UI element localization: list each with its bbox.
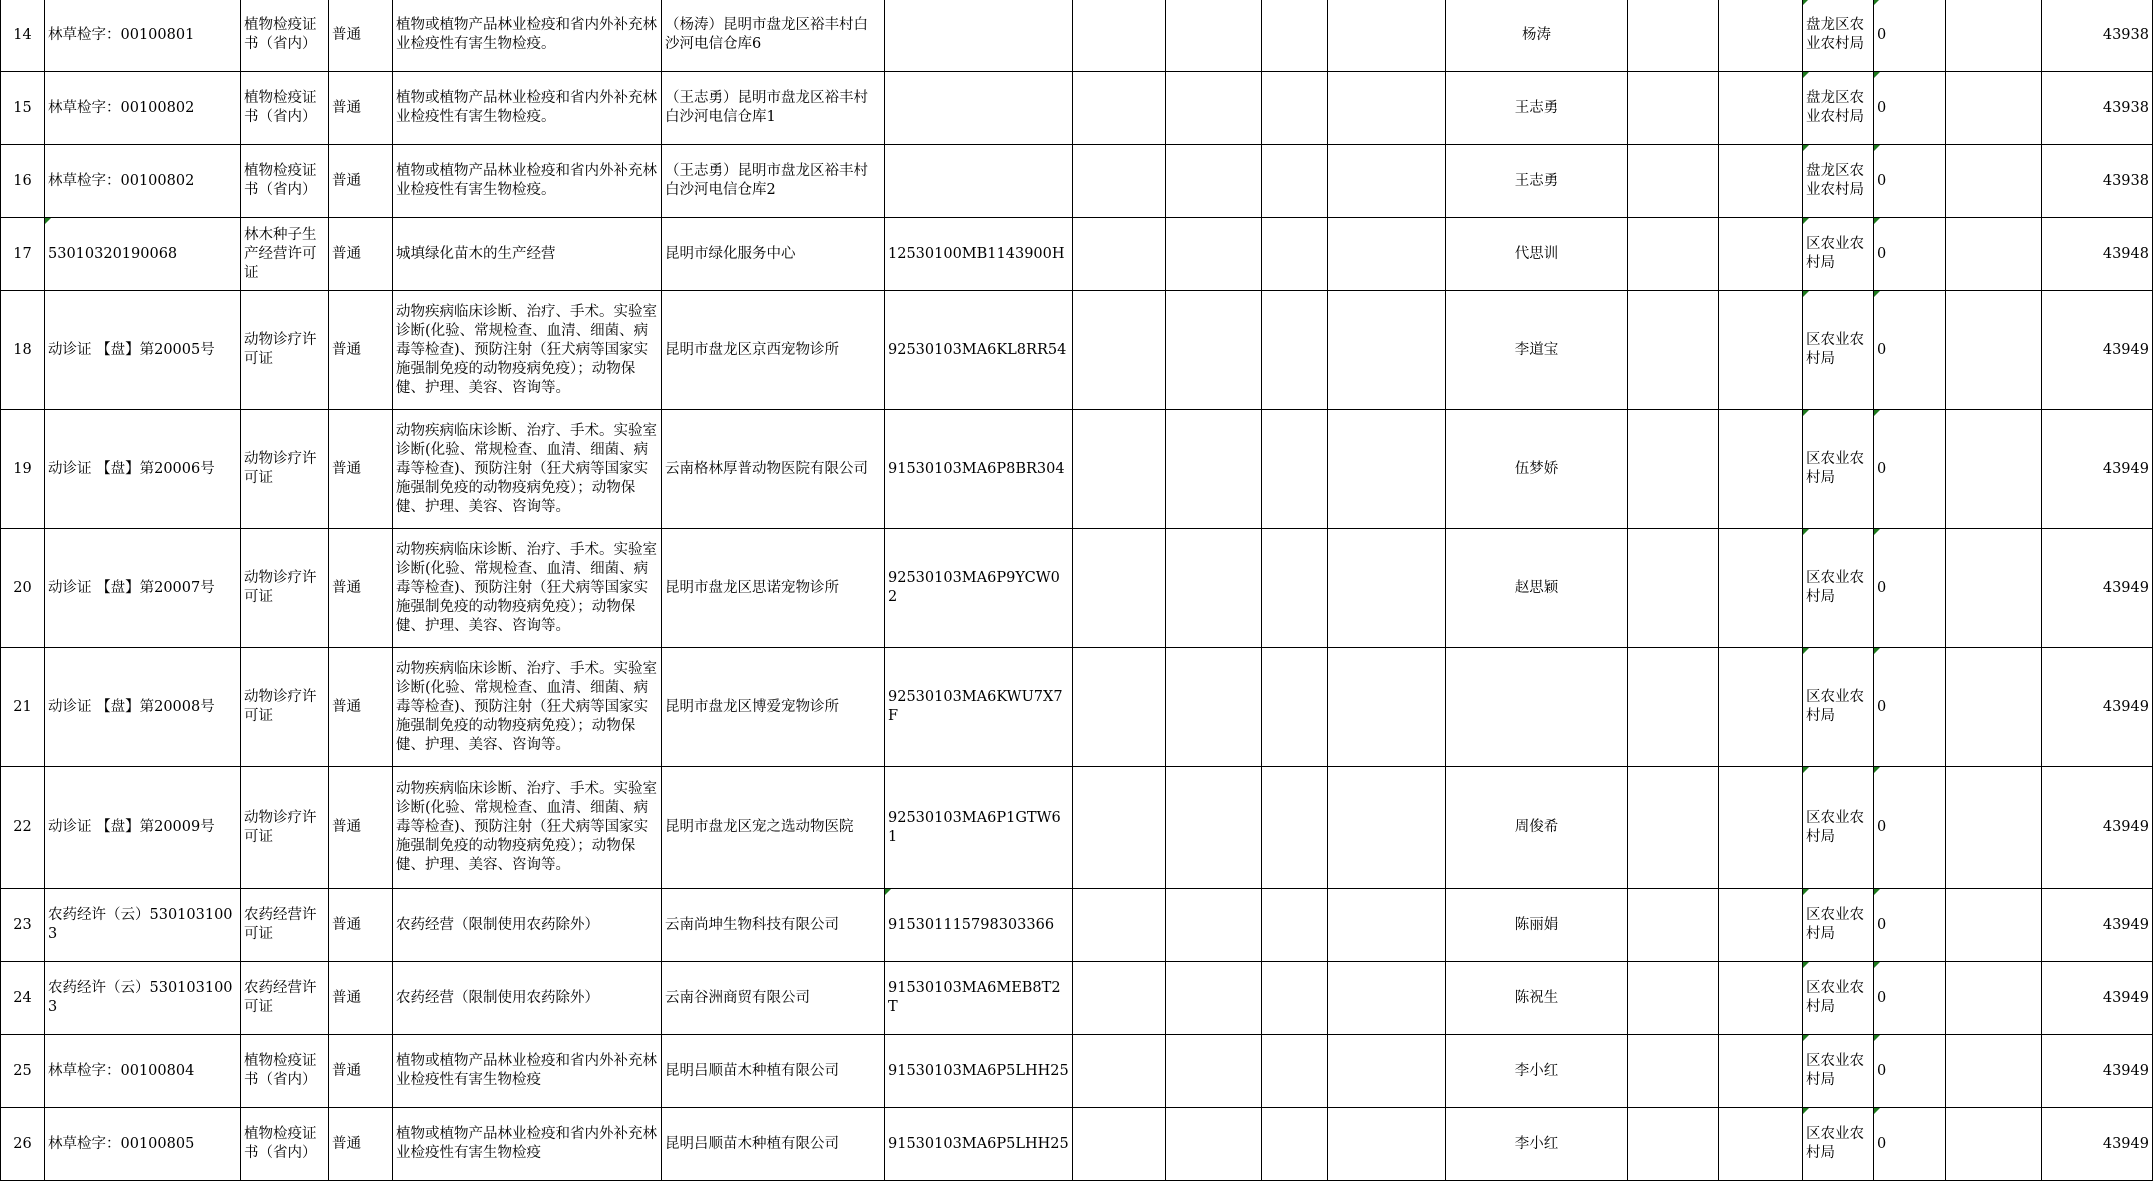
table-row [1, 0, 2153, 72]
cell-legal-person[interactable]: 李道宝 [1446, 291, 1628, 410]
table-row [1, 145, 2153, 218]
cell-empty[interactable] [1946, 72, 2042, 145]
cell-category[interactable]: 普通 [329, 1108, 393, 1181]
cell-empty[interactable] [1719, 529, 1803, 648]
cell-license-scope[interactable]: 植物或植物产品林业检疫和省内外补充林业检疫性有害生物检疫。 [393, 0, 662, 72]
cell-row-number[interactable]: 25 [1, 1035, 45, 1108]
cell-license-scope[interactable]: 植物或植物产品林业检疫和省内外补充林业检疫性有害生物检疫 [393, 1035, 662, 1108]
cell-empty[interactable] [1262, 410, 1328, 529]
cell-license-scope[interactable]: 动物疾病临床诊断、治疗、手术。实验室诊断(化验、常规检查、血清、细菌、病毒等检查)、预防注射（狂犬病等国家实施强制免疫的动物疫病免疫）；动物保健、护理、美容、咨询等。 [393, 529, 662, 648]
cell-empty[interactable] [1262, 1035, 1328, 1108]
cell-certificate-number[interactable]: 动诊证 【盘】第20006号 [45, 410, 241, 529]
cell-empty[interactable] [1719, 889, 1803, 962]
cell-status[interactable]: 0 [1874, 648, 1946, 767]
cell-empty[interactable] [1719, 767, 1803, 889]
cell-empty[interactable] [1328, 767, 1446, 889]
cell-holder-name[interactable]: 云南谷洲商贸有限公司 [662, 962, 885, 1035]
cell-empty[interactable] [1262, 962, 1328, 1035]
cell-credit-code[interactable]: 91530103MA6P8BR304 [885, 410, 1073, 529]
cell-empty[interactable] [1166, 767, 1262, 889]
cell-credit-code[interactable]: 12530100MB1143900H [885, 218, 1073, 291]
cell-row-number[interactable]: 20 [1, 529, 45, 648]
cell-status[interactable]: 0 [1874, 962, 1946, 1035]
cell-empty[interactable] [1262, 72, 1328, 145]
cell-authority[interactable]: 区农业农村局 [1803, 218, 1874, 291]
table-row [1, 648, 2153, 767]
cell-empty[interactable] [1628, 962, 1719, 1035]
table-row [1, 767, 2153, 889]
cell-row-number[interactable]: 18 [1, 291, 45, 410]
cell-category[interactable]: 普通 [329, 648, 393, 767]
cell-category[interactable]: 普通 [329, 962, 393, 1035]
cell-license-scope[interactable]: 农药经营（限制使用农药除外） [393, 889, 662, 962]
cell-empty[interactable] [1166, 218, 1262, 291]
cell-empty[interactable] [1719, 291, 1803, 410]
cell-empty[interactable] [1719, 410, 1803, 529]
cell-legal-person[interactable]: 伍梦娇 [1446, 410, 1628, 529]
cell-license-scope[interactable]: 植物或植物产品林业检疫和省内外补充林业检疫性有害生物检疫 [393, 1108, 662, 1181]
cell-certificate-type[interactable]: 植物检疫证书（省内） [241, 0, 329, 72]
cell-row-number[interactable]: 15 [1, 72, 45, 145]
cell-status[interactable]: 0 [1874, 889, 1946, 962]
cell-empty[interactable] [1719, 648, 1803, 767]
cell-holder-name[interactable]: 昆明市盘龙区京西宠物诊所 [662, 291, 885, 410]
cell-status[interactable]: 0 [1874, 72, 1946, 145]
cell-empty[interactable] [1719, 72, 1803, 145]
cell-authority[interactable]: 区农业农村局 [1803, 1108, 1874, 1181]
table-row [1, 1035, 2153, 1108]
cell-authority[interactable]: 区农业农村局 [1803, 410, 1874, 529]
cell-empty[interactable] [1628, 72, 1719, 145]
cell-empty[interactable] [1946, 767, 2042, 889]
cell-legal-person[interactable]: 代思训 [1446, 218, 1628, 291]
cell-empty[interactable] [1328, 72, 1446, 145]
cell-date[interactable]: 43949 [2042, 291, 2153, 410]
cell-status[interactable]: 0 [1874, 410, 1946, 529]
cell-certificate-type[interactable]: 动物诊疗许可证 [241, 291, 329, 410]
cell-empty[interactable] [1628, 218, 1719, 291]
cell-category[interactable]: 普通 [329, 145, 393, 218]
cell-empty[interactable] [1628, 648, 1719, 767]
cell-authority[interactable]: 盘龙区农业农村局 [1803, 145, 1874, 218]
cell-empty[interactable] [1628, 0, 1719, 72]
cell-authority[interactable]: 区农业农村局 [1803, 889, 1874, 962]
cell-credit-code[interactable]: 92530103MA6P9YCW02 [885, 529, 1073, 648]
cell-empty[interactable] [1262, 145, 1328, 218]
cell-empty[interactable] [1946, 529, 2042, 648]
cell-credit-code[interactable]: 91530103MA6P5LHH25 [885, 1035, 1073, 1108]
cell-date[interactable]: 43949 [2042, 410, 2153, 529]
cell-empty[interactable] [1073, 648, 1166, 767]
cell-license-scope[interactable]: 植物或植物产品林业检疫和省内外补充林业检疫性有害生物检疫。 [393, 145, 662, 218]
cell-empty[interactable] [1166, 410, 1262, 529]
cell-date[interactable]: 43949 [2042, 648, 2153, 767]
cell-legal-person[interactable]: 杨涛 [1446, 0, 1628, 72]
cell-legal-person[interactable] [1446, 648, 1628, 767]
cell-credit-code[interactable]: 92530103MA6KWU7X7F [885, 648, 1073, 767]
cell-holder-name[interactable]: 昆明吕顺苗木种植有限公司 [662, 1108, 885, 1181]
table-row [1, 529, 2153, 648]
cell-authority[interactable]: 区农业农村局 [1803, 767, 1874, 889]
cell-status[interactable]: 0 [1874, 1035, 1946, 1108]
cell-empty[interactable] [1719, 0, 1803, 72]
cell-empty[interactable] [1628, 889, 1719, 962]
cell-empty[interactable] [1328, 410, 1446, 529]
cell-empty[interactable] [1946, 291, 2042, 410]
cell-empty[interactable] [1946, 145, 2042, 218]
cell-holder-name[interactable]: 昆明市盘龙区博爱宠物诊所 [662, 648, 885, 767]
cell-certificate-type[interactable]: 植物检疫证书（省内） [241, 145, 329, 218]
cell-row-number[interactable]: 23 [1, 889, 45, 962]
cell-empty[interactable] [1262, 1108, 1328, 1181]
cell-empty[interactable] [1719, 218, 1803, 291]
cell-legal-person[interactable]: 李小红 [1446, 1108, 1628, 1181]
cell-empty[interactable] [1073, 291, 1166, 410]
cell-empty[interactable] [1946, 962, 2042, 1035]
cell-date[interactable]: 43948 [2042, 218, 2153, 291]
table-row [1, 1108, 2153, 1181]
cell-row-number[interactable]: 14 [1, 0, 45, 72]
cell-certificate-type[interactable]: 农药经营许可证 [241, 889, 329, 962]
cell-category[interactable]: 普通 [329, 1035, 393, 1108]
cell-empty[interactable] [1328, 889, 1446, 962]
table-body [1, 0, 2153, 1181]
cell-status[interactable]: 0 [1874, 767, 1946, 889]
cell-empty[interactable] [1073, 410, 1166, 529]
cell-row-number[interactable]: 22 [1, 767, 45, 889]
cell-empty[interactable] [1719, 1035, 1803, 1108]
cell-holder-name[interactable]: （王志勇）昆明市盘龙区裕丰村白沙河电信仓库2 [662, 145, 885, 218]
cell-empty[interactable] [1166, 962, 1262, 1035]
cell-empty[interactable] [1073, 72, 1166, 145]
cell-date[interactable]: 43949 [2042, 962, 2153, 1035]
cell-certificate-type[interactable]: 动物诊疗许可证 [241, 410, 329, 529]
cell-credit-code[interactable]: 92530103MA6KL8RR54 [885, 291, 1073, 410]
cell-certificate-number[interactable]: 动诊证 【盘】第20007号 [45, 529, 241, 648]
cell-empty[interactable] [1073, 889, 1166, 962]
cell-empty[interactable] [1628, 410, 1719, 529]
cell-date[interactable]: 43938 [2042, 145, 2153, 218]
cell-legal-person[interactable]: 陈丽娟 [1446, 889, 1628, 962]
cell-empty[interactable] [1719, 145, 1803, 218]
cell-empty[interactable] [1262, 889, 1328, 962]
cell-certificate-type[interactable]: 动物诊疗许可证 [241, 648, 329, 767]
cell-empty[interactable] [1328, 648, 1446, 767]
cell-legal-person[interactable]: 赵思颖 [1446, 529, 1628, 648]
cell-status[interactable]: 0 [1874, 218, 1946, 291]
cell-empty[interactable] [1628, 291, 1719, 410]
cell-authority[interactable]: 区农业农村局 [1803, 291, 1874, 410]
cell-empty[interactable] [1628, 767, 1719, 889]
cell-holder-name[interactable]: （王志勇）昆明市盘龙区裕丰村白沙河电信仓库1 [662, 72, 885, 145]
cell-empty[interactable] [1946, 0, 2042, 72]
table-row [1, 962, 2153, 1035]
cell-legal-person[interactable]: 李小红 [1446, 1035, 1628, 1108]
cell-empty[interactable] [1328, 291, 1446, 410]
cell-authority[interactable]: 区农业农村局 [1803, 529, 1874, 648]
cell-holder-name[interactable]: （杨涛）昆明市盘龙区裕丰村白沙河电信仓库6 [662, 0, 885, 72]
table-row [1, 889, 2153, 962]
cell-empty[interactable] [1628, 1108, 1719, 1181]
cell-empty[interactable] [1628, 145, 1719, 218]
cell-category[interactable]: 普通 [329, 72, 393, 145]
table-row [1, 410, 2153, 529]
cell-certificate-type[interactable]: 林木种子生产经营许可证 [241, 218, 329, 291]
cell-holder-name[interactable]: 云南格林厚普动物医院有限公司 [662, 410, 885, 529]
cell-date[interactable]: 43938 [2042, 72, 2153, 145]
cell-row-number[interactable]: 16 [1, 145, 45, 218]
cell-holder-name[interactable]: 云南尚坤生物科技有限公司 [662, 889, 885, 962]
cell-date[interactable]: 43949 [2042, 889, 2153, 962]
cell-legal-person[interactable]: 王志勇 [1446, 145, 1628, 218]
cell-empty[interactable] [1166, 1035, 1262, 1108]
cell-certificate-number[interactable]: 动诊证 【盘】第20008号 [45, 648, 241, 767]
cell-credit-code[interactable]: 91530103MA6MEB8T2T [885, 962, 1073, 1035]
cell-empty[interactable] [1166, 889, 1262, 962]
cell-empty[interactable] [1719, 962, 1803, 1035]
cell-certificate-number[interactable]: 林草检字：00100805 [45, 1108, 241, 1181]
cell-authority[interactable]: 盘龙区农业农村局 [1803, 72, 1874, 145]
cell-status[interactable]: 0 [1874, 529, 1946, 648]
cell-legal-person[interactable]: 周俊希 [1446, 767, 1628, 889]
cell-license-scope[interactable]: 动物疾病临床诊断、治疗、手术。实验室诊断(化验、常规检查、血清、细菌、病毒等检查)、预防注射（狂犬病等国家实施强制免疫的动物疫病免疫）；动物保健、护理、美容、咨询等。 [393, 767, 662, 889]
cell-row-number[interactable]: 21 [1, 648, 45, 767]
cell-empty[interactable] [1328, 145, 1446, 218]
cell-empty[interactable] [1073, 1108, 1166, 1181]
cell-row-number[interactable]: 24 [1, 962, 45, 1035]
cell-authority[interactable]: 区农业农村局 [1803, 648, 1874, 767]
cell-credit-code[interactable] [885, 145, 1073, 218]
cell-category[interactable]: 普通 [329, 889, 393, 962]
cell-authority[interactable]: 区农业农村局 [1803, 1035, 1874, 1108]
cell-empty[interactable] [1166, 1108, 1262, 1181]
cell-empty[interactable] [1073, 145, 1166, 218]
cell-certificate-number[interactable]: 农药经许（云）5301031003 [45, 962, 241, 1035]
cell-category[interactable]: 普通 [329, 0, 393, 72]
cell-empty[interactable] [1262, 218, 1328, 291]
cell-empty[interactable] [1328, 218, 1446, 291]
cell-empty[interactable] [1262, 0, 1328, 72]
cell-credit-code[interactable]: 915301115798303366 [885, 889, 1073, 962]
cell-empty[interactable] [1073, 767, 1166, 889]
cell-holder-name[interactable]: 昆明市盘龙区思诺宠物诊所 [662, 529, 885, 648]
cell-row-number[interactable]: 17 [1, 218, 45, 291]
cell-row-number[interactable]: 19 [1, 410, 45, 529]
cell-certificate-type[interactable]: 植物检疫证书（省内） [241, 72, 329, 145]
cell-status[interactable]: 0 [1874, 0, 1946, 72]
cell-certificate-number[interactable]: 53010320190068 [45, 218, 241, 291]
cell-certificate-number[interactable]: 动诊证 【盘】第20009号 [45, 767, 241, 889]
cell-license-scope[interactable]: 动物疾病临床诊断、治疗、手术。实验室诊断(化验、常规检查、血清、细菌、病毒等检查)、预防注射（狂犬病等国家实施强制免疫的动物疫病免疫）；动物保健、护理、美容、咨询等。 [393, 648, 662, 767]
cell-empty[interactable] [1328, 0, 1446, 72]
cell-certificate-type[interactable]: 植物检疫证书（省内） [241, 1108, 329, 1181]
cell-date[interactable]: 43949 [2042, 1035, 2153, 1108]
cell-empty[interactable] [1946, 218, 2042, 291]
table-row [1, 218, 2153, 291]
cell-empty[interactable] [1166, 72, 1262, 145]
cell-empty[interactable] [1073, 218, 1166, 291]
cell-certificate-type[interactable]: 农药经营许可证 [241, 962, 329, 1035]
cell-empty[interactable] [1166, 0, 1262, 72]
cell-empty[interactable] [1328, 1108, 1446, 1181]
cell-date[interactable]: 43949 [2042, 1108, 2153, 1181]
cell-empty[interactable] [1628, 529, 1719, 648]
cell-empty[interactable] [1946, 410, 2042, 529]
cell-status[interactable]: 0 [1874, 291, 1946, 410]
cell-empty[interactable] [1073, 0, 1166, 72]
cell-certificate-number[interactable]: 林草检字：00100802 [45, 72, 241, 145]
cell-empty[interactable] [1166, 291, 1262, 410]
cell-empty[interactable] [1166, 648, 1262, 767]
table-row [1, 291, 2153, 410]
cell-certificate-type[interactable]: 动物诊疗许可证 [241, 529, 329, 648]
table-row [1, 72, 2153, 145]
cell-credit-code[interactable] [885, 0, 1073, 72]
cell-holder-name[interactable]: 昆明市盘龙区宠之选动物医院 [662, 767, 885, 889]
cell-empty[interactable] [1946, 648, 2042, 767]
cell-empty[interactable] [1328, 962, 1446, 1035]
cell-certificate-type[interactable]: 动物诊疗许可证 [241, 767, 329, 889]
cell-authority[interactable]: 盘龙区农业农村局 [1803, 0, 1874, 72]
cell-category[interactable]: 普通 [329, 767, 393, 889]
cell-date[interactable]: 43938 [2042, 0, 2153, 72]
cell-category[interactable]: 普通 [329, 529, 393, 648]
cell-date[interactable]: 43949 [2042, 529, 2153, 648]
cell-credit-code[interactable]: 91530103MA6P5LHH25 [885, 1108, 1073, 1181]
cell-holder-name[interactable]: 昆明市绿化服务中心 [662, 218, 885, 291]
cell-empty[interactable] [1328, 1035, 1446, 1108]
cell-credit-code[interactable] [885, 72, 1073, 145]
cell-certificate-number[interactable]: 林草检字：00100804 [45, 1035, 241, 1108]
cell-empty[interactable] [1328, 529, 1446, 648]
cell-certificate-type[interactable]: 植物检疫证书（省内） [241, 1035, 329, 1108]
cell-certificate-number[interactable]: 动诊证 【盘】第20005号 [45, 291, 241, 410]
cell-license-scope[interactable]: 植物或植物产品林业检疫和省内外补充林业检疫性有害生物检疫。 [393, 72, 662, 145]
cell-legal-person[interactable]: 王志勇 [1446, 72, 1628, 145]
cell-empty[interactable] [1946, 889, 2042, 962]
cell-empty[interactable] [1628, 1035, 1719, 1108]
cell-empty[interactable] [1262, 767, 1328, 889]
cell-holder-name[interactable]: 昆明吕顺苗木种植有限公司 [662, 1035, 885, 1108]
cell-certificate-number[interactable]: 林草检字：00100802 [45, 145, 241, 218]
cell-empty[interactable] [1073, 1035, 1166, 1108]
cell-empty[interactable] [1166, 145, 1262, 218]
cell-empty[interactable] [1262, 529, 1328, 648]
cell-empty[interactable] [1262, 648, 1328, 767]
cell-date[interactable]: 43949 [2042, 767, 2153, 889]
cell-empty[interactable] [1166, 529, 1262, 648]
cell-legal-person[interactable]: 陈祝生 [1446, 962, 1628, 1035]
cell-license-scope[interactable]: 城填绿化苗木的生产经营 [393, 218, 662, 291]
cell-license-scope[interactable]: 农药经营（限制使用农药除外） [393, 962, 662, 1035]
cell-row-number[interactable]: 26 [1, 1108, 45, 1181]
cell-certificate-number[interactable]: 农药经许（云）5301031003 [45, 889, 241, 962]
cell-certificate-number[interactable]: 林草检字：00100801 [45, 0, 241, 72]
cell-empty[interactable] [1073, 529, 1166, 648]
cell-authority[interactable]: 区农业农村局 [1803, 962, 1874, 1035]
cell-empty[interactable] [1073, 962, 1166, 1035]
cell-license-scope[interactable]: 动物疾病临床诊断、治疗、手术。实验室诊断(化验、常规检查、血清、细菌、病毒等检查)、预防注射（狂犬病等国家实施强制免疫的动物疫病免疫）；动物保健、护理、美容、咨询等。 [393, 291, 662, 410]
cell-status[interactable]: 0 [1874, 1108, 1946, 1181]
cell-empty[interactable] [1262, 291, 1328, 410]
cell-empty[interactable] [1946, 1108, 2042, 1181]
cell-license-scope[interactable]: 动物疾病临床诊断、治疗、手术。实验室诊断(化验、常规检查、血清、细菌、病毒等检查)、预防注射（狂犬病等国家实施强制免疫的动物疫病免疫）；动物保健、护理、美容、咨询等。 [393, 410, 662, 529]
cell-category[interactable]: 普通 [329, 218, 393, 291]
cell-empty[interactable] [1946, 1035, 2042, 1108]
cell-credit-code[interactable]: 92530103MA6P1GTW61 [885, 767, 1073, 889]
cell-category[interactable]: 普通 [329, 410, 393, 529]
cell-category[interactable]: 普通 [329, 291, 393, 410]
cell-empty[interactable] [1719, 1108, 1803, 1181]
cell-status[interactable]: 0 [1874, 145, 1946, 218]
